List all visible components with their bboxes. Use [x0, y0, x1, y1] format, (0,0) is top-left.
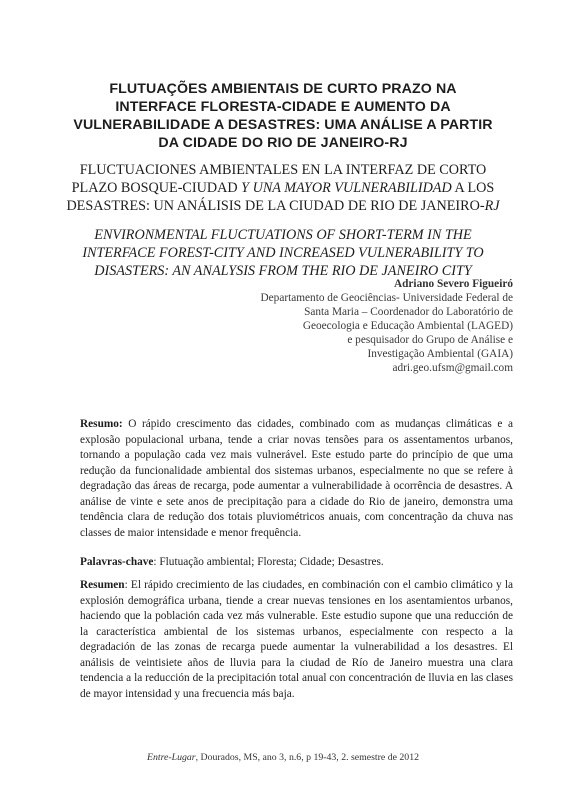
keywords-label: Palavras-chave [80, 556, 154, 568]
abstract-label: Resumo: [80, 418, 123, 430]
title-en-line: INTERFACE FOREST-CITY AND INCREASED VULNERABILITY TO [82, 245, 484, 261]
title-pt-line: DA CIDADE DO RIO DE JANEIRO-RJ [158, 135, 408, 151]
abstract-text: O rápido crescimento das cidades, combinado com as mudanças climáticas e a explosão populacional urbana, tende a criar novas tensões para os assentamentos urbanos, tornando a população cada vez mais vulnerável. Este estudo parte do princípio de que uma redução da funcionalidade ambiental dos sistemas urbanos, especialmente no que se refere à degradação das áreas de recarga, pode aumentar a vulnerabilidade à ocorrência de desastres. A análise de vinte e sete anos de precipitação para a cidade do Rio de janeiro, demonstra uma tendência clara de redução dos totais pluviométricos anuais, com concentração da chuva nas classes de maior intensidade e menor frequência. [80, 418, 513, 539]
journal-name: Entre-Lugar [146, 752, 196, 763]
keywords [80, 555, 513, 571]
keywords-text: : Flutuação ambiental; Floresta; Cidade; Desastres. [153, 556, 384, 568]
author-block [213, 277, 513, 375]
title-pt-line: VULNERABILIDADE A DESASTRES: UMA ANÁLISE A PARTIR [73, 117, 493, 133]
title-portuguese [60, 80, 506, 152]
page-footer [0, 752, 566, 763]
title-pt-line: INTERFACE FLORESTA-CIDADE E AUMENTO DA [115, 99, 451, 115]
author-name: Adriano Severo Figueiró [393, 278, 513, 290]
author-email: adri.geo.ufsm@gmail.com [392, 362, 513, 374]
author-affiliation: e pesquisador do Grupo de Análise e [347, 334, 513, 346]
abstract-portuguese [80, 417, 513, 541]
title-english [60, 226, 506, 280]
title-es-italic: Y UNA MAYOR VULNERABILIDAD [241, 180, 452, 196]
title-en-line: DISASTERS: AN ANALYSIS FROM THE RIO DE JANEIRO CITY [94, 263, 472, 279]
author-affiliation: Santa Maria – Coordenador do Laboratório de [304, 306, 513, 318]
title-es-line [60, 197, 506, 215]
title-es-text: A LOS [451, 180, 495, 196]
title-en-line: ENVIRONMENTAL FLUCTUATIONS OF SHORT-TERM IN THE [94, 227, 472, 243]
abstract-spanish [80, 578, 513, 702]
abstract-es-label: Resumen [80, 579, 125, 591]
journal-details: , Dourados, MS, ano 3, n.6, p 19-43, 2. semestre de 2012 [195, 752, 420, 763]
title-spanish [60, 161, 506, 215]
title-es-italic: RJ [484, 198, 500, 214]
title-es-line: FLUCTUACIONES AMBIENTALES EN LA INTERFAZ DE CORTO [79, 162, 487, 178]
author-affiliation: Departamento de Geociências- Universidade Federal de [260, 292, 513, 304]
abstract-es-text: : El rápido crecimiento de las ciudades, en combinación con el cambio climático y la explosión demográfica urbana, tiende a crear nuevas tensiones en los asentamientos urbanos, haciendo que la población cada vez más vulnerable. Este estudio supone que una reducción de la característica ambiental de los sistemas urbanos, especialmente con respecto a la degradación de las zonas de recarga puede aumentar la vulnerabilidad a los desastres. El análisis de veintisiete años de lluvia para la ciudad de Río de Janeiro muestra una clara tendencia a la reducción de la precipitación total anual con concentración de lluvia en las clases de mayor intensidad y una frecuencia más baja. [80, 579, 513, 700]
title-es-text: DESASTRES: UN ANÁLISIS DE LA CIUDAD DE RIO DE JANEIRO- [66, 198, 485, 214]
author-affiliation: Investigação Ambiental (GAIA) [367, 348, 513, 360]
title-es-text: PLAZO BOSQUE-CIUDAD [71, 180, 242, 196]
title-pt-line: FLUTUAÇÕES AMBIENTAIS DE CURTO PRAZO NA [109, 81, 457, 97]
title-es-line [60, 179, 506, 197]
author-affiliation: Geoecologia e Educação Ambiental (LAGED) [302, 320, 513, 332]
